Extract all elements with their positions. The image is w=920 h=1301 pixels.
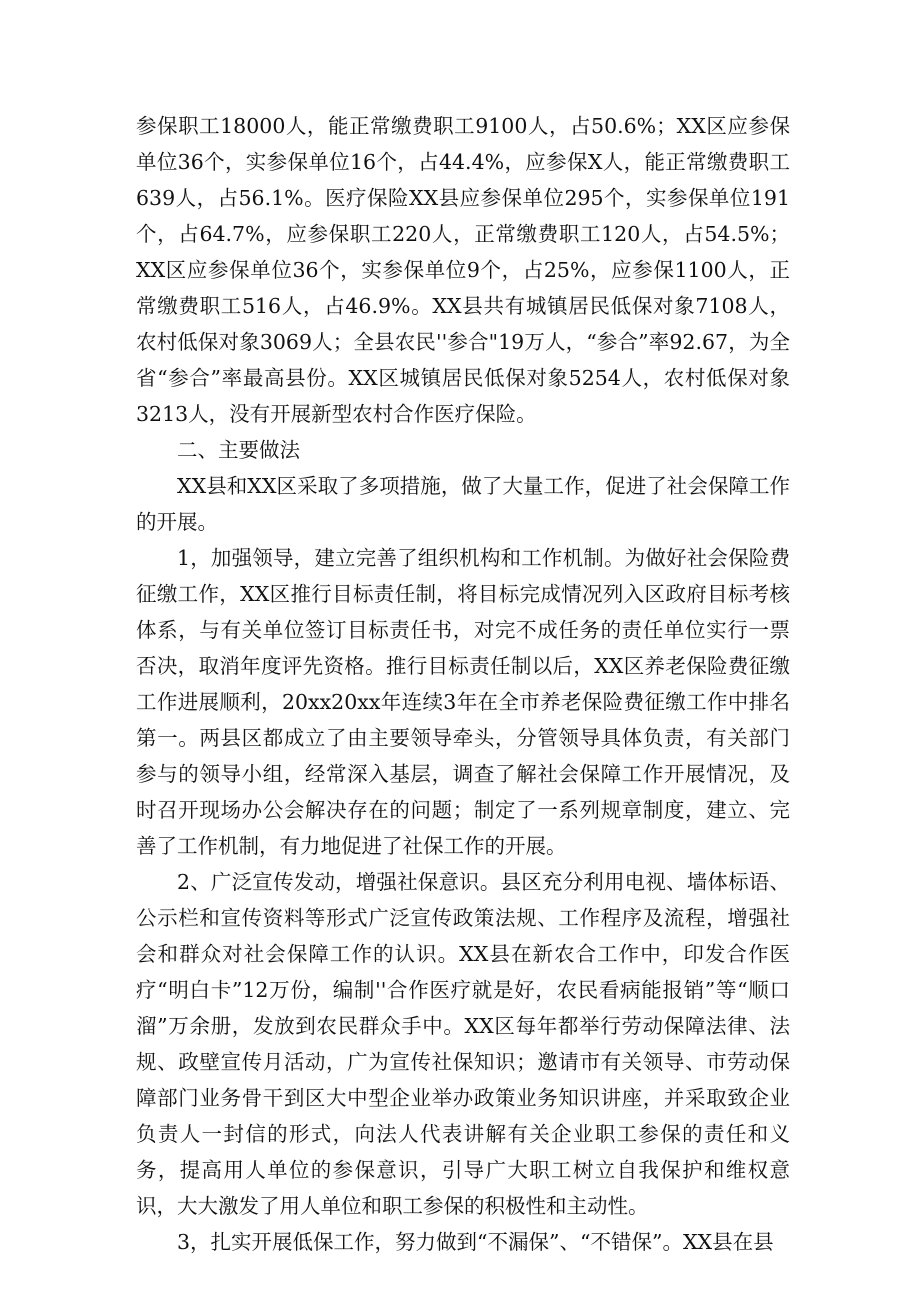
- body-paragraph-publicity: 2、广泛宣传发动，增强社保意识。县区充分利用电视、墙体标语、公示栏和宣传资料等形式广泛宣传政策法规、工作程序及流程，增强社会和群众对社会保障工作的认识。XX县在新农合工作中，印发合作医疗“明白卡”12万份，编制''合作医疗就是好，农民看病能报销”等“顺口溜”万余册，发放到农民群众手中。XX区每年都举行劳动保障法律、法规、政壁宣传月活动，广为宣传社保知识；邀请市有关领导、市劳动保障部门业务骨干到区大中型企业举办政策业务知识讲座，并采取致企业负责人一封信的形式，向法人代表讲解有关企业职工参保的责任和义务，提高用人单位的参保意识，引导广大职工树立自我保护和维权意识，大大激发了用人单位和职工参保的积极性和主动性。: [136, 870, 790, 1218]
- document-page: [136, 108, 790, 1260]
- body-paragraph-statistics: 参保职工18000人，能正常缴费职工9100人，占50.6%；XX区应参保单位36个，实参保单位16个，占44.4%，应参保X人，能正常缴费职工639人，占56.1%。医疗保险XX县应参保单位295个，实参保单位191个，占64.7%，应参保职工220人，正常缴费职工120人，占54.5%；XX区应参保单位36个，实参保单位9个，占25%，应参保1100人，正常缴费职工516人，占46.9%。XX县共有城镇居民低保对象7108人，农村低保对象3069人；全县农民''参合"19万人，“参合”率92.67，为全省“参合”率最高县份。XX区城镇居民低保对象5254人，农村低保对象3213人，没有开展新型农村合作医疗保险。: [136, 114, 790, 426]
- body-paragraph-low-income-support: 3，扎实开展低保工作，努力做到“不漏保”、“不错保”。XX县在县: [177, 1230, 774, 1254]
- body-paragraph-intro: XX县和XX区采取了多项措施，做了大量工作，促进了社会保障工作的开展。: [136, 474, 790, 534]
- section-heading-main-practices: 二、主要做法: [177, 438, 300, 462]
- body-paragraph-leadership: 1，加强领导，建立完善了组织机构和工作机制。为做好社会保险费征缴工作，XX区推行目标责任制，将目标完成情况列入区政府目标考核体系，与有关单位签订目标责任书，对完不成任务的责任单位实行一票否决，取消年度评先资格。推行目标责任制以后，XX区养老保险费征缴工作进展顺利，20xx20xx年连续3年在全市养老保险费征缴工作中排名第一。两县区都成立了由主要领导牵头，分管领导具体负责，有关部门参与的领导小组，经常深入基层，调查了解社会保障工作开展情况，及时召开现场办公会解决存在的问题；制定了一系列规章制度，建立、完善了工作机制，有力地促进了社保工作的开展。: [136, 546, 790, 858]
